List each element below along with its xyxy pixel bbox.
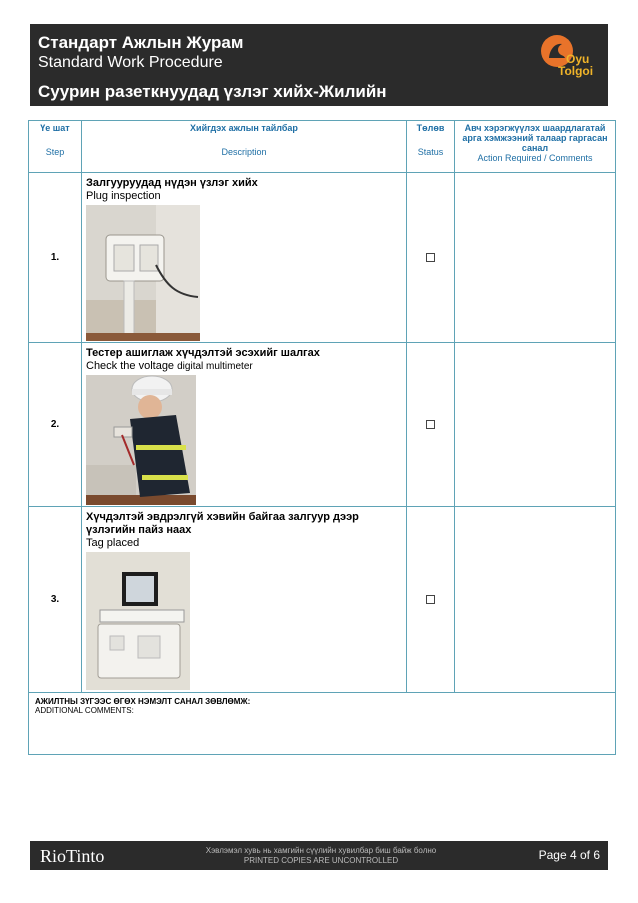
voltage-test-photo (86, 375, 196, 505)
step-description (82, 343, 407, 507)
oyu-tolgoi-logo (540, 30, 598, 78)
document-header (30, 24, 608, 106)
tag-placed-photo (86, 552, 190, 690)
table-row (29, 343, 616, 507)
table-row (29, 173, 616, 343)
action-cell[interactable] (455, 173, 616, 343)
action-cell[interactable] (455, 343, 616, 507)
procedure-table (28, 120, 616, 755)
description-english: Tag placed (86, 537, 140, 549)
logo-word-oyu: Oyu (566, 52, 590, 66)
column-header-description: Хийгдэх ажлын тайлбар Description (82, 121, 407, 173)
description-english: Check the voltage digital multimeter (86, 360, 253, 372)
description-mongolian: Хүчдэлтэй эвдрэлгүй хэвийн байгаа залгуур дээр үзлэгийн пайз наах (86, 511, 359, 536)
status-checkbox[interactable] (407, 343, 455, 507)
uncontrolled-copy-note (176, 846, 466, 866)
checkbox-icon[interactable] (426, 253, 435, 262)
action-cell[interactable] (455, 507, 616, 693)
status-checkbox[interactable] (407, 173, 455, 343)
step-number: 3. (29, 507, 82, 693)
step-number: 1. (29, 173, 82, 343)
title-mongolian: Стандарт Ажлын Журам (38, 33, 244, 52)
title-english: Standard Work Procedure (38, 54, 223, 71)
step-description (82, 173, 407, 343)
description-mongolian: Тестер ашиглаж хүчдэлтэй эсэхийг шалгах (86, 347, 320, 359)
additional-comments-row (29, 693, 616, 755)
plug-inspection-photo (86, 205, 200, 341)
description-mongolian: Залгууруудад нүдэн үзлэг хийх (86, 177, 258, 189)
comments-label-mongolian: АЖИЛТНЫ ЗҮГЭЭС ӨГӨХ НЭМЭЛТ САНАЛ ЗӨВЛӨМЖ: (35, 697, 251, 706)
logo-word-tolgoi: Tolgoi (558, 64, 594, 78)
description-english: Plug inspection (86, 190, 161, 202)
table-header-row (29, 121, 616, 173)
checkbox-icon[interactable] (426, 595, 435, 604)
page-number: Page 4 of 6 (538, 848, 600, 862)
table-row (29, 507, 616, 693)
status-checkbox[interactable] (407, 507, 455, 693)
document-footer (30, 841, 608, 870)
column-header-step: Үе шат Step (29, 121, 82, 173)
riotinto-logo: RioTinto (40, 846, 105, 866)
procedure-subtitle: Суурин разеткнуудад үзлэг хийх-Жилийн (38, 82, 387, 101)
note-english: PRINTED COPIES ARE UNCONTROLLED (243, 856, 399, 865)
step-number: 2. (29, 343, 82, 507)
column-header-status: Төлөв Status (407, 121, 455, 173)
additional-comments-field[interactable] (29, 693, 616, 755)
note-mongolian: Хэвлэмэл хувь нь хамгийн сүүлийн хувилбар биш байж болно (205, 846, 437, 855)
step-description (82, 507, 407, 693)
checkbox-icon[interactable] (426, 420, 435, 429)
comments-label-english: ADDITIONAL COMMENTS: (35, 706, 134, 715)
column-header-action: Авч хэрэгжүүлэх шаардлагатай арга хэмжээний талаар гаргасан санал Action Required / Comments (455, 121, 616, 173)
